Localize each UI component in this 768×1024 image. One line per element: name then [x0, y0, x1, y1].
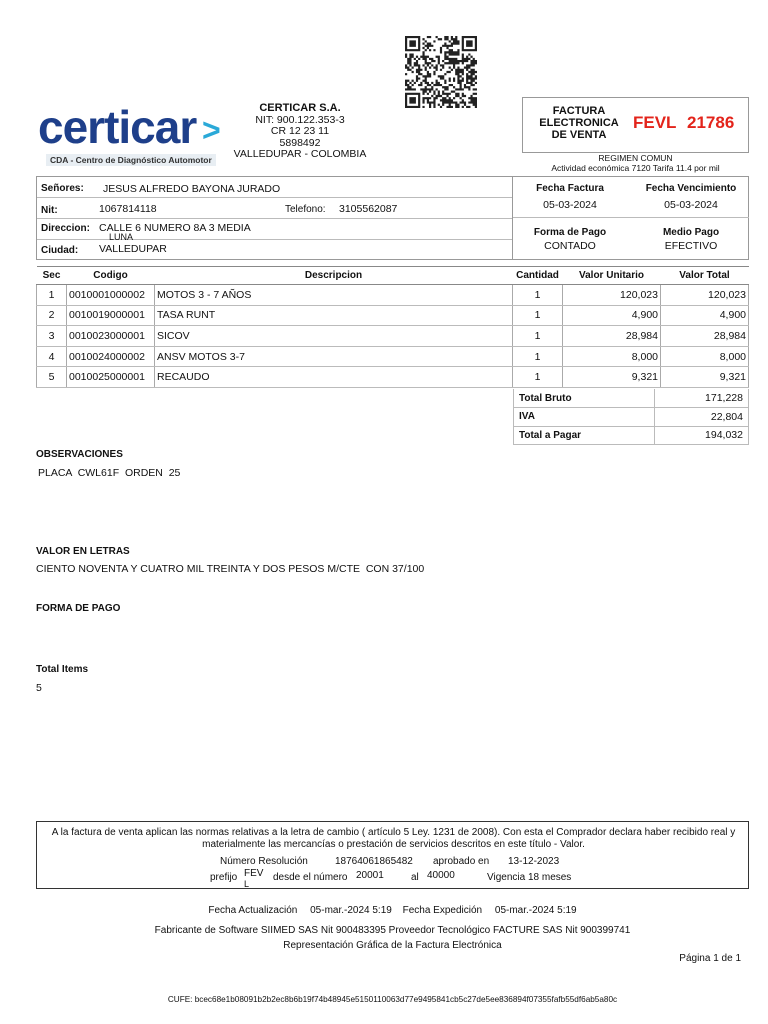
invoice-title-line3: DE VENTA	[551, 129, 607, 141]
fecha-factura-value: 05-03-2024	[543, 199, 597, 211]
logo-arrow-icon: >	[202, 112, 221, 148]
observaciones-title: OBSERVACIONES	[36, 449, 123, 460]
cell-cantidad: 1	[513, 346, 563, 367]
client-row-nit	[37, 198, 512, 219]
client-info-box	[36, 176, 513, 260]
invoice-title-line1: FACTURA	[552, 105, 606, 117]
cell-valor-total: 9,321	[661, 367, 749, 388]
logo-wordmark: certicar	[38, 101, 197, 153]
prefijo-value-line1: FEV	[244, 868, 264, 879]
cell-codigo: 0010025000001	[67, 367, 155, 388]
prefijo-label: prefijo	[210, 872, 238, 883]
header-descripcion: Descripcion	[155, 267, 513, 285]
invoice-number: 21786	[687, 113, 735, 132]
client-row-ciudad	[37, 240, 512, 261]
totals-row-iva	[514, 408, 749, 427]
cell-codigo: 0010019000001	[67, 305, 155, 326]
qr-code-graphic	[405, 36, 477, 116]
cell-valor-unitario: 28,984	[563, 326, 661, 347]
ciudad-label: Ciudad:	[41, 245, 79, 256]
iva-label: IVA	[514, 408, 655, 427]
company-name: CERTICAR S.A.	[259, 102, 341, 114]
cell-sec: 3	[37, 326, 67, 347]
total-items-title: Total Items	[36, 664, 89, 675]
forma-pago-section-title: FORMA DE PAGO	[36, 603, 121, 614]
company-info	[230, 103, 370, 161]
desde-value: 20001	[356, 870, 384, 881]
page-number: Página 1 de 1	[679, 953, 741, 964]
total-bruto-label: Total Bruto	[514, 389, 655, 408]
senores-value: JESUS ALFREDO BAYONA JURADO	[103, 183, 281, 195]
dates-box	[513, 176, 749, 260]
regimen-text: REGIMEN COMUN	[598, 153, 673, 163]
total-pagar-label: Total a Pagar	[514, 426, 655, 445]
forma-pago-label: Forma de Pago	[533, 227, 607, 238]
cell-codigo: 0010001000002	[67, 285, 155, 306]
header-valor-unitario: Valor Unitario	[563, 267, 661, 285]
client-row-senores	[37, 177, 512, 198]
al-value: 40000	[427, 870, 455, 881]
cell-sec: 5	[37, 367, 67, 388]
prefijo-value-line2: L	[244, 879, 250, 889]
legal-text: A la factura de venta aplican las normas relativas a la letra de cambio ( artículo 5 Ley. 1231 de 2008). Con esta el Comprador declara haber recibido real y materialmente las mercancías o prestación de servicios descritos en este título - Valor.	[51, 827, 736, 850]
senores-label: Señores:	[41, 183, 84, 194]
cell-cantidad: 1	[513, 367, 563, 388]
medio-pago-value: EFECTIVO	[664, 240, 718, 252]
regimen-info	[522, 153, 749, 173]
fecha-actualizacion-label: Fecha Actualización	[208, 905, 298, 916]
header-codigo: Codigo	[67, 267, 155, 285]
telefono-value: 3105562087	[339, 203, 398, 215]
invoice-prefix: FEVL	[633, 113, 677, 132]
forma-pago-value: CONTADO	[544, 240, 596, 252]
client-row-direccion	[37, 219, 512, 240]
cell-sec: 1	[37, 285, 67, 306]
logo-subtitle: CDA - Centro de Diagnóstico Automotor	[46, 154, 216, 166]
nit-value: 1067814118	[99, 203, 157, 215]
cufe-code: CUFE: bcec68e1b08091b2b2ec8b6b19f74b48945e5150110063d77e9495841cb5c27de5ee836894f07355fafb55df6ab5a80c	[167, 995, 618, 1004]
invoice-title-box	[522, 97, 749, 153]
cell-descripcion: RECAUDO	[155, 367, 513, 388]
items-header-row	[37, 267, 749, 285]
cell-descripcion: MOTOS 3 - 7 AÑOS	[155, 285, 513, 306]
table-row	[37, 305, 749, 326]
table-row	[37, 326, 749, 347]
qr-code	[405, 36, 477, 116]
table-row	[37, 367, 749, 388]
header-cantidad: Cantidad	[513, 267, 563, 285]
cell-valor-total: 28,984	[661, 326, 749, 347]
actividad-text: Actividad económica 7120 Tarifa 11.4 por mil	[551, 163, 720, 173]
company-nit: NIT: 900.122.353-3	[255, 113, 345, 126]
valor-letras-text: CIENTO NOVENTA Y CUATRO MIL TREINTA Y DOS PESOS M/CTE CON 37/100	[36, 563, 425, 575]
aprobado-label: aprobado en	[433, 856, 490, 867]
header-valor-total: Valor Total	[661, 267, 749, 285]
company-logo	[38, 100, 238, 170]
cell-valor-total: 120,023	[661, 285, 749, 306]
totals-table	[513, 389, 749, 445]
fecha-vencimiento-value: 05-03-2024	[664, 199, 718, 211]
totals-row-bruto	[514, 389, 749, 408]
footer-representacion: Representación Gráfica de la Factura Electrónica	[283, 940, 502, 951]
cell-cantidad: 1	[513, 305, 563, 326]
cell-codigo: 0010024000002	[67, 346, 155, 367]
cell-codigo: 0010023000001	[67, 326, 155, 347]
direccion-label: Direccion:	[41, 223, 90, 234]
desde-label: desde el número	[273, 872, 348, 883]
direccion-value-line2: LUNA	[109, 232, 134, 242]
telefono-label: Telefono:	[285, 204, 326, 215]
cell-valor-unitario: 4,900	[563, 305, 661, 326]
resolucion-value: 18764061865482	[335, 856, 413, 867]
vigencia-text: Vigencia 18 meses	[487, 872, 572, 883]
direccion-value-line1: CALLE 6 NUMERO 8A 3 MEDIA	[99, 222, 251, 234]
valor-letras-title: VALOR EN LETRAS	[36, 546, 130, 557]
table-row	[37, 285, 749, 306]
resolucion-label: Número Resolución	[220, 856, 308, 867]
cell-sec: 4	[37, 346, 67, 367]
al-label: al	[411, 872, 419, 883]
items-table	[36, 266, 749, 388]
invoice-title-line2: ELECTRONICA	[539, 117, 619, 129]
cell-descripcion: SICOV	[155, 326, 513, 347]
cell-descripcion: ANSV MOTOS 3-7	[155, 346, 513, 367]
cell-sec: 2	[37, 305, 67, 326]
table-row	[37, 346, 749, 367]
cell-valor-total: 8,000	[661, 346, 749, 367]
fecha-expedicion-value: 05-mar.-2024 5:19	[494, 905, 577, 916]
cell-valor-total: 4,900	[661, 305, 749, 326]
footer-fechas	[36, 905, 749, 916]
cell-valor-unitario: 8,000	[563, 346, 661, 367]
legal-box	[36, 821, 749, 889]
fecha-expedicion-label: Fecha Expedición	[402, 905, 483, 916]
cell-cantidad: 1	[513, 326, 563, 347]
company-address: CR 12 23 11	[270, 125, 330, 137]
footer-fabricante: Fabricante de Software SIIMED SAS Nit 900483395 Proveedor Tecnológico FACTURE SAS Nit 900399741	[154, 925, 631, 936]
cell-valor-unitario: 120,023	[563, 285, 661, 306]
medio-pago-label: Medio Pago	[662, 227, 720, 238]
company-city: VALLEDUPAR - COLOMBIA	[233, 148, 367, 160]
company-phone: 5898492	[279, 136, 321, 149]
dates-divider	[513, 217, 749, 218]
total-bruto-value: 171,228	[654, 389, 748, 408]
cell-cantidad: 1	[513, 285, 563, 306]
invoice-title	[529, 105, 629, 141]
fecha-vencimiento-label: Fecha Vencimiento	[645, 183, 737, 194]
header-sec: Sec	[37, 267, 67, 285]
cell-descripcion: TASA RUNT	[155, 305, 513, 326]
fecha-factura-label: Fecha Factura	[536, 183, 604, 194]
aprobado-value: 13-12-2023	[508, 856, 560, 867]
observaciones-text: PLACA CWL61F ORDEN 25	[38, 467, 181, 479]
iva-value: 22,804	[654, 408, 748, 427]
cell-valor-unitario: 9,321	[563, 367, 661, 388]
nit-label: Nit:	[41, 205, 58, 216]
fecha-actualizacion-value: 05-mar.-2024 5:19	[310, 905, 392, 916]
ciudad-value: VALLEDUPAR	[99, 243, 167, 255]
total-items-value: 5	[36, 682, 42, 694]
total-pagar-value: 194,032	[654, 426, 748, 445]
totals-row-pagar	[514, 426, 749, 445]
